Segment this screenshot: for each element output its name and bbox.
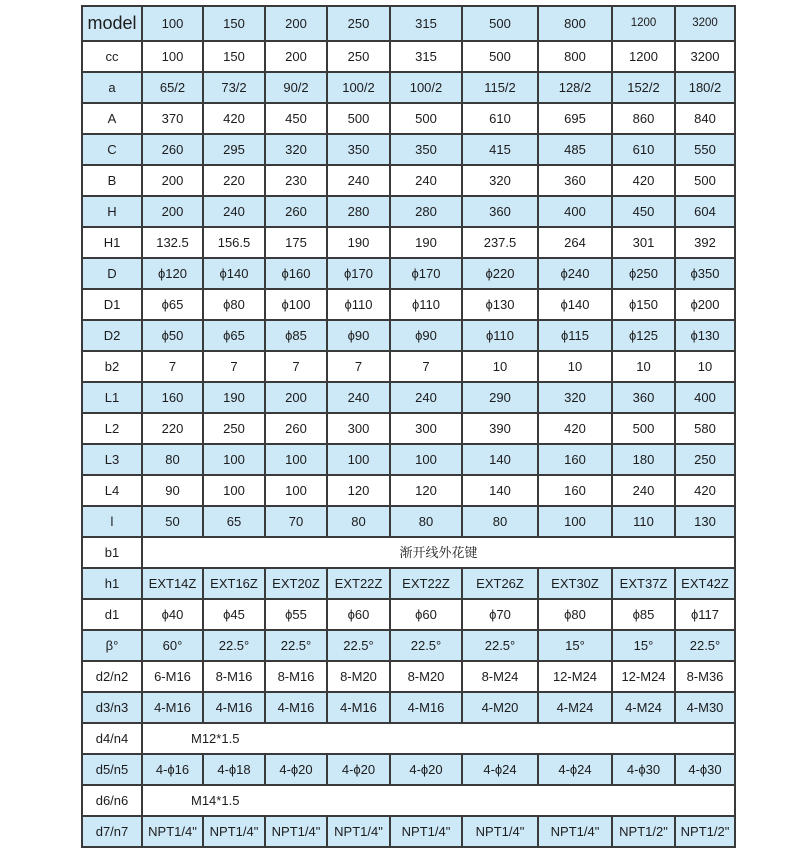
- cell: 160: [142, 382, 203, 413]
- cell: EXT26Z: [462, 568, 538, 599]
- cell: 610: [462, 103, 538, 134]
- cell: 100: [203, 444, 265, 475]
- table-row: [82, 816, 735, 847]
- cell: 550: [675, 134, 735, 165]
- cell: 190: [390, 227, 462, 258]
- cell: 485: [538, 134, 612, 165]
- cell: 280: [390, 196, 462, 227]
- cell: 360: [612, 382, 675, 413]
- row-label: d1: [82, 599, 142, 630]
- column-header-800: 800: [538, 6, 612, 41]
- cell: 320: [538, 382, 612, 413]
- cell: 500: [462, 41, 538, 72]
- row-label: L3: [82, 444, 142, 475]
- row-label: D: [82, 258, 142, 289]
- column-header-200: 200: [265, 6, 327, 41]
- cell: 4-M30: [675, 692, 735, 723]
- cell: 240: [390, 382, 462, 413]
- row-label: d3/n3: [82, 692, 142, 723]
- cell: 264: [538, 227, 612, 258]
- cell: 50: [142, 506, 203, 537]
- column-header-315: 315: [390, 6, 462, 41]
- cell: ϕ220: [462, 258, 538, 289]
- cell: 80: [462, 506, 538, 537]
- cell: ϕ100: [265, 289, 327, 320]
- cell: 10: [612, 351, 675, 382]
- cell: 8-M36: [675, 661, 735, 692]
- cell: 4-M16: [390, 692, 462, 723]
- cell: EXT22Z: [327, 568, 390, 599]
- cell: ϕ55: [265, 599, 327, 630]
- table-row: [82, 754, 735, 785]
- cell: 240: [203, 196, 265, 227]
- cell: EXT37Z: [612, 568, 675, 599]
- cell: 100/2: [327, 72, 390, 103]
- row-label: D2: [82, 320, 142, 351]
- cell: 22.5°: [327, 630, 390, 661]
- cell: 70: [265, 506, 327, 537]
- cell: 7: [390, 351, 462, 382]
- column-header-100: 100: [142, 6, 203, 41]
- cell: ϕ90: [327, 320, 390, 351]
- cell: 7: [327, 351, 390, 382]
- cell: 10: [538, 351, 612, 382]
- cell: 420: [538, 413, 612, 444]
- table-row: [82, 351, 735, 382]
- cell: 80: [327, 506, 390, 537]
- cell: EXT20Z: [265, 568, 327, 599]
- cell: EXT22Z: [390, 568, 462, 599]
- cell: 240: [327, 382, 390, 413]
- cell: ϕ150: [612, 289, 675, 320]
- cell: NPT1/4": [390, 816, 462, 847]
- cell: 237.5: [462, 227, 538, 258]
- cell: 132.5: [142, 227, 203, 258]
- cell: ϕ110: [327, 289, 390, 320]
- cell: 250: [327, 41, 390, 72]
- cell: 7: [203, 351, 265, 382]
- table-row: [82, 444, 735, 475]
- cell: 80: [390, 506, 462, 537]
- cell: 200: [142, 165, 203, 196]
- cell: 100: [538, 506, 612, 537]
- cell: 200: [142, 196, 203, 227]
- cell: ϕ200: [675, 289, 735, 320]
- table-row: [82, 72, 735, 103]
- cell: ϕ140: [203, 258, 265, 289]
- cell: 100: [265, 444, 327, 475]
- table-row: [82, 289, 735, 320]
- cell: 4-ϕ30: [675, 754, 735, 785]
- cell: ϕ130: [675, 320, 735, 351]
- table-row: [82, 506, 735, 537]
- cell: 152/2: [612, 72, 675, 103]
- cell: 8-M24: [462, 661, 538, 692]
- cell: 4-ϕ24: [538, 754, 612, 785]
- cell: 260: [265, 196, 327, 227]
- cell: ϕ50: [142, 320, 203, 351]
- cell: 500: [675, 165, 735, 196]
- cell: 160: [538, 444, 612, 475]
- cell: 580: [675, 413, 735, 444]
- cell: 350: [327, 134, 390, 165]
- table-row: [82, 599, 735, 630]
- cell: 100: [265, 475, 327, 506]
- cell: 8-M16: [265, 661, 327, 692]
- row-label: H: [82, 196, 142, 227]
- cell: ϕ70: [462, 599, 538, 630]
- cell: 240: [390, 165, 462, 196]
- table-row: [82, 320, 735, 351]
- table-row: [82, 475, 735, 506]
- cell: 250: [675, 444, 735, 475]
- table-row: [82, 785, 735, 816]
- cell: NPT1/4": [538, 816, 612, 847]
- row-label: h1: [82, 568, 142, 599]
- cell: 8-M20: [327, 661, 390, 692]
- cell: 295: [203, 134, 265, 165]
- row-label: d2/n2: [82, 661, 142, 692]
- cell: 392: [675, 227, 735, 258]
- cell: 240: [612, 475, 675, 506]
- cell: 15°: [538, 630, 612, 661]
- cell: 8-M16: [203, 661, 265, 692]
- table-row: [82, 41, 735, 72]
- cell: 4-ϕ20: [265, 754, 327, 785]
- row-label: D1: [82, 289, 142, 320]
- cell: 22.5°: [675, 630, 735, 661]
- merged-cell: 渐开线外花键: [142, 537, 735, 568]
- row-label: L2: [82, 413, 142, 444]
- cell: ϕ115: [538, 320, 612, 351]
- table-row: [82, 537, 735, 568]
- cell: 420: [612, 165, 675, 196]
- cell: NPT1/4": [265, 816, 327, 847]
- cell: 200: [265, 382, 327, 413]
- cell: ϕ160: [265, 258, 327, 289]
- cell: 500: [327, 103, 390, 134]
- table-row: [82, 258, 735, 289]
- cell: 4-M24: [612, 692, 675, 723]
- cell: 7: [265, 351, 327, 382]
- cell: 800: [538, 41, 612, 72]
- cell: 220: [142, 413, 203, 444]
- cell: ϕ140: [538, 289, 612, 320]
- cell: 60°: [142, 630, 203, 661]
- cell: ϕ85: [612, 599, 675, 630]
- cell: 500: [390, 103, 462, 134]
- cell: 280: [327, 196, 390, 227]
- cell: 90: [142, 475, 203, 506]
- cell: ϕ80: [538, 599, 612, 630]
- cell: ϕ110: [462, 320, 538, 351]
- column-header-1200: 1200: [612, 6, 675, 41]
- cell: 100: [390, 444, 462, 475]
- cell: ϕ85: [265, 320, 327, 351]
- table-row: [82, 103, 735, 134]
- cell: 100: [327, 444, 390, 475]
- cell: 22.5°: [203, 630, 265, 661]
- cell: 420: [203, 103, 265, 134]
- cell: 200: [265, 41, 327, 72]
- row-label: B: [82, 165, 142, 196]
- cell: ϕ90: [390, 320, 462, 351]
- table-row: [82, 661, 735, 692]
- table-row: [82, 196, 735, 227]
- cell: 22.5°: [390, 630, 462, 661]
- merged-cell: M12*1.5: [142, 723, 735, 754]
- cell: ϕ350: [675, 258, 735, 289]
- cell: 4-ϕ20: [327, 754, 390, 785]
- cell: ϕ65: [203, 320, 265, 351]
- table-row: [82, 227, 735, 258]
- cell: 8-M20: [390, 661, 462, 692]
- header-row: [82, 6, 735, 41]
- cell: 415: [462, 134, 538, 165]
- cell: ϕ80: [203, 289, 265, 320]
- cell: 180/2: [675, 72, 735, 103]
- cell: 4-M16: [265, 692, 327, 723]
- cell: EXT16Z: [203, 568, 265, 599]
- row-label: A: [82, 103, 142, 134]
- cell: ϕ65: [142, 289, 203, 320]
- row-label: L4: [82, 475, 142, 506]
- row-label: β°: [82, 630, 142, 661]
- cell: 604: [675, 196, 735, 227]
- cell: ϕ60: [390, 599, 462, 630]
- row-label: d6/n6: [82, 785, 142, 816]
- table-row: [82, 692, 735, 723]
- cell: 4-M16: [142, 692, 203, 723]
- row-label: H1: [82, 227, 142, 258]
- column-header-3200: 3200: [675, 6, 735, 41]
- cell: 160: [538, 475, 612, 506]
- row-label: C: [82, 134, 142, 165]
- cell: 300: [327, 413, 390, 444]
- cell: 10: [462, 351, 538, 382]
- column-header-150: 150: [203, 6, 265, 41]
- cell: 65: [203, 506, 265, 537]
- cell: 100/2: [390, 72, 462, 103]
- cell: 190: [327, 227, 390, 258]
- cell: 12-M24: [612, 661, 675, 692]
- cell: 22.5°: [462, 630, 538, 661]
- table-row: [82, 165, 735, 196]
- cell: 320: [265, 134, 327, 165]
- cell: ϕ170: [390, 258, 462, 289]
- cell: 120: [327, 475, 390, 506]
- cell: EXT30Z: [538, 568, 612, 599]
- cell: 7: [142, 351, 203, 382]
- column-header-250: 250: [327, 6, 390, 41]
- cell: 156.5: [203, 227, 265, 258]
- cell: 90/2: [265, 72, 327, 103]
- cell: 260: [265, 413, 327, 444]
- cell: 110: [612, 506, 675, 537]
- cell: NPT1/2": [612, 816, 675, 847]
- cell: ϕ240: [538, 258, 612, 289]
- spec-table: [81, 5, 736, 848]
- cell: 100: [203, 475, 265, 506]
- row-label: b1: [82, 537, 142, 568]
- row-label: L1: [82, 382, 142, 413]
- row-label: d4/n4: [82, 723, 142, 754]
- cell: 15°: [612, 630, 675, 661]
- cell: 240: [327, 165, 390, 196]
- cell: 140: [462, 444, 538, 475]
- cell: EXT14Z: [142, 568, 203, 599]
- table-row: [82, 568, 735, 599]
- cell: 65/2: [142, 72, 203, 103]
- merged-cell: M14*1.5: [142, 785, 735, 816]
- column-header-500: 500: [462, 6, 538, 41]
- cell: 130: [675, 506, 735, 537]
- cell: 6-M16: [142, 661, 203, 692]
- cell: 301: [612, 227, 675, 258]
- cell: 128/2: [538, 72, 612, 103]
- cell: NPT1/2": [675, 816, 735, 847]
- cell: 4-ϕ30: [612, 754, 675, 785]
- cell: 4-M20: [462, 692, 538, 723]
- table-row: [82, 630, 735, 661]
- cell: ϕ117: [675, 599, 735, 630]
- cell: 350: [390, 134, 462, 165]
- cell: NPT1/4": [462, 816, 538, 847]
- row-label: l: [82, 506, 142, 537]
- cell: ϕ45: [203, 599, 265, 630]
- cell: 10: [675, 351, 735, 382]
- cell: ϕ125: [612, 320, 675, 351]
- cell: 4-M16: [327, 692, 390, 723]
- table-row: [82, 134, 735, 165]
- row-label: cc: [82, 41, 142, 72]
- cell: 390: [462, 413, 538, 444]
- cell: 370: [142, 103, 203, 134]
- cell: 610: [612, 134, 675, 165]
- model-header-label: model: [82, 6, 142, 41]
- cell: 140: [462, 475, 538, 506]
- cell: ϕ250: [612, 258, 675, 289]
- cell: 230: [265, 165, 327, 196]
- cell: 4-M16: [203, 692, 265, 723]
- cell: ϕ120: [142, 258, 203, 289]
- cell: 22.5°: [265, 630, 327, 661]
- cell: ϕ130: [462, 289, 538, 320]
- row-label: d5/n5: [82, 754, 142, 785]
- cell: 175: [265, 227, 327, 258]
- cell: 260: [142, 134, 203, 165]
- cell: ϕ170: [327, 258, 390, 289]
- cell: 4-ϕ18: [203, 754, 265, 785]
- cell: 100: [142, 41, 203, 72]
- cell: 500: [612, 413, 675, 444]
- cell: 190: [203, 382, 265, 413]
- cell: 420: [675, 475, 735, 506]
- cell: 450: [265, 103, 327, 134]
- cell: 840: [675, 103, 735, 134]
- cell: 73/2: [203, 72, 265, 103]
- cell: 400: [675, 382, 735, 413]
- cell: 1200: [612, 41, 675, 72]
- cell: NPT1/4": [327, 816, 390, 847]
- cell: 120: [390, 475, 462, 506]
- cell: 360: [538, 165, 612, 196]
- cell: 80: [142, 444, 203, 475]
- cell: ϕ40: [142, 599, 203, 630]
- row-label: a: [82, 72, 142, 103]
- cell: 4-ϕ24: [462, 754, 538, 785]
- cell: 290: [462, 382, 538, 413]
- table-row: [82, 723, 735, 754]
- cell: 250: [203, 413, 265, 444]
- cell: 4-M24: [538, 692, 612, 723]
- cell: NPT1/4": [203, 816, 265, 847]
- cell: 115/2: [462, 72, 538, 103]
- cell: 400: [538, 196, 612, 227]
- cell: 695: [538, 103, 612, 134]
- cell: 150: [203, 41, 265, 72]
- row-label: d7/n7: [82, 816, 142, 847]
- cell: 4-ϕ16: [142, 754, 203, 785]
- cell: 3200: [675, 41, 735, 72]
- cell: 320: [462, 165, 538, 196]
- cell: ϕ60: [327, 599, 390, 630]
- cell: 860: [612, 103, 675, 134]
- row-label: b2: [82, 351, 142, 382]
- cell: NPT1/4": [142, 816, 203, 847]
- table-row: [82, 382, 735, 413]
- cell: 300: [390, 413, 462, 444]
- table-row: [82, 413, 735, 444]
- cell: 360: [462, 196, 538, 227]
- cell: 220: [203, 165, 265, 196]
- cell: 450: [612, 196, 675, 227]
- cell: 180: [612, 444, 675, 475]
- cell: ϕ110: [390, 289, 462, 320]
- cell: EXT42Z: [675, 568, 735, 599]
- cell: 315: [390, 41, 462, 72]
- cell: 12-M24: [538, 661, 612, 692]
- cell: 4-ϕ20: [390, 754, 462, 785]
